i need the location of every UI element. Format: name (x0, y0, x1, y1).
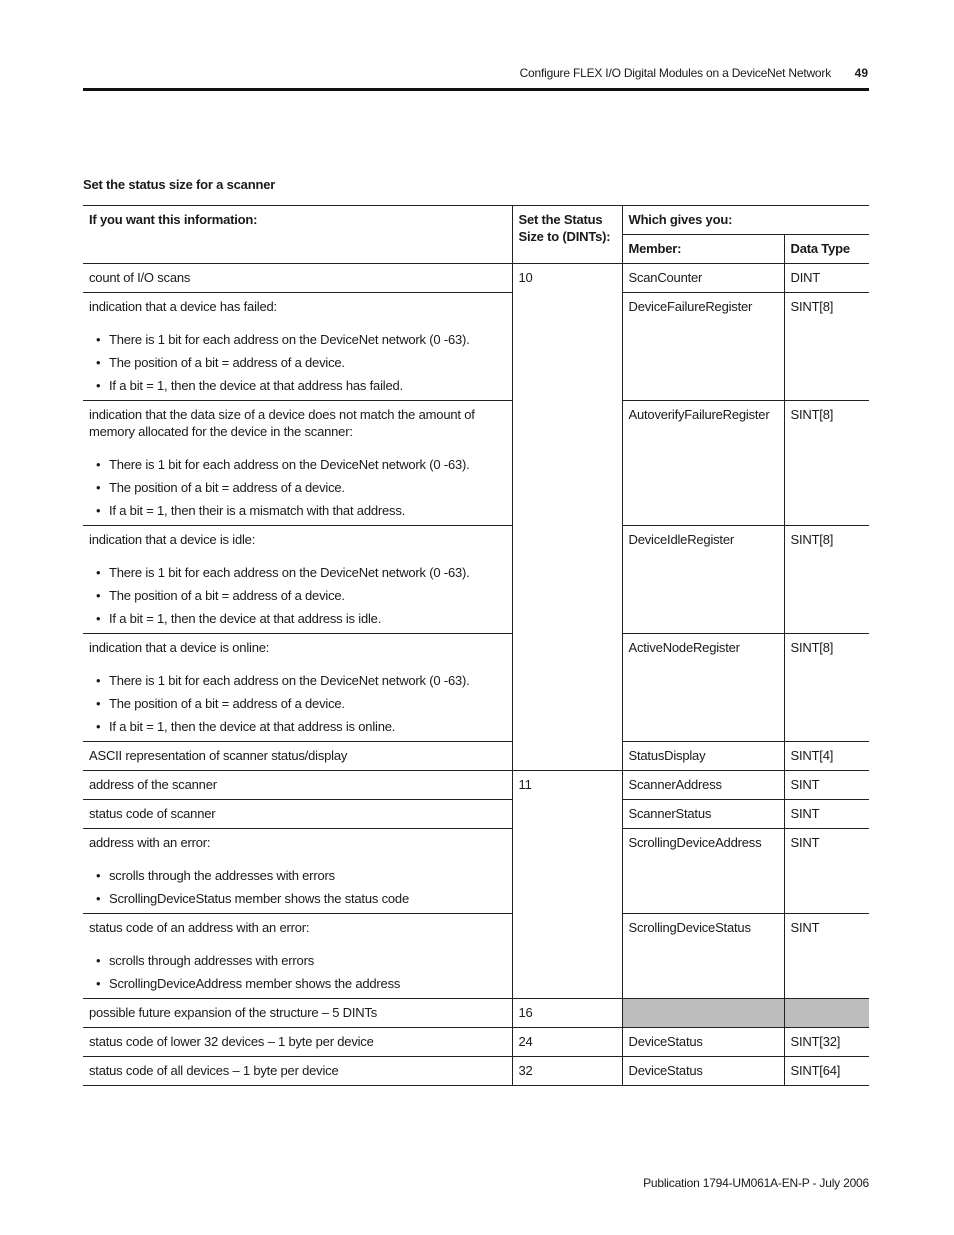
table-row (83, 526, 869, 634)
info-cell (83, 999, 512, 1028)
info-cell (83, 526, 512, 634)
info-cell (83, 1057, 512, 1086)
member-cell: DeviceIdleRegister (622, 526, 784, 634)
table-row (83, 1057, 869, 1086)
member-cell: DeviceFailureRegister (622, 293, 784, 401)
bullet-item: • ScrollingDeviceStatus member shows the status code (89, 890, 507, 907)
table-row (83, 1028, 869, 1057)
info-text: indication that a device is idle: (89, 532, 256, 547)
member-cell: ScannerAddress (622, 771, 784, 800)
member-cell: ScrollingDeviceAddress (622, 829, 784, 914)
info-text: ASCII representation of scanner status/display (89, 748, 348, 763)
info-text: status code of lower 32 devices – 1 byte per device (89, 1034, 374, 1049)
member-cell: StatusDisplay (622, 742, 784, 771)
header-size: Set the Status Size to (DINTs): (512, 206, 622, 264)
member-cell: ScanCounter (622, 264, 784, 293)
shaded-type-cell (784, 999, 869, 1028)
size-cell: 24 (512, 1028, 622, 1057)
info-cell (83, 771, 512, 800)
type-cell: SINT[32] (784, 1028, 869, 1057)
info-text: indication that a device is online: (89, 640, 270, 655)
member-cell: ScannerStatus (622, 800, 784, 829)
bullet-item: • The position of a bit = address of a device. (89, 354, 507, 371)
status-size-table (83, 205, 869, 1086)
type-cell: SINT[4] (784, 742, 869, 771)
type-cell: SINT (784, 829, 869, 914)
info-cell (83, 1028, 512, 1057)
type-cell: SINT[8] (784, 401, 869, 526)
bullet-item: • If a bit = 1, then the device at that address is idle. (89, 610, 507, 627)
table-row (83, 829, 869, 914)
size-cell: 11 (512, 771, 622, 999)
bullet-item: • scrolls through the addresses with errors (89, 867, 507, 884)
info-cell (83, 829, 512, 914)
info-text: address of the scanner (89, 777, 217, 792)
bullet-item: • There is 1 bit for each address on the DeviceNet network (0 -63). (89, 331, 507, 348)
info-text: address with an error: (89, 835, 211, 850)
member-cell: DeviceStatus (622, 1028, 784, 1057)
header-gives: Which gives you: (622, 206, 869, 235)
info-text: status code of all devices – 1 byte per device (89, 1063, 339, 1078)
bullet-list (89, 456, 507, 519)
type-cell: DINT (784, 264, 869, 293)
bullet-item: • The position of a bit = address of a device. (89, 479, 507, 496)
info-text: count of I/O scans (89, 270, 191, 285)
bullet-list (89, 672, 507, 735)
bullet-item: • If a bit = 1, then the device at that address is online. (89, 718, 507, 735)
size-cell: 10 (512, 264, 622, 771)
type-cell: SINT (784, 771, 869, 800)
bullet-item: • There is 1 bit for each address on the DeviceNet network (0 -63). (89, 564, 507, 581)
member-cell: ActiveNodeRegister (622, 634, 784, 742)
size-cell: 16 (512, 999, 622, 1028)
bullet-item: • The position of a bit = address of a device. (89, 587, 507, 604)
table-row (83, 264, 869, 293)
info-cell (83, 742, 512, 771)
bullet-list (89, 564, 507, 627)
table-row (83, 634, 869, 742)
header-data-type: Data Type (784, 235, 869, 264)
type-cell: SINT (784, 800, 869, 829)
info-text: status code of an address with an error: (89, 920, 310, 935)
table-row (83, 800, 869, 829)
section-title: Set the status size for a scanner (83, 177, 276, 192)
publication-footer: Publication 1794-UM061A-EN-P - July 2006 (643, 1176, 869, 1190)
info-text: status code of scanner (89, 806, 216, 821)
bullet-item: • scrolls through addresses with errors (89, 952, 507, 969)
bullet-item: • There is 1 bit for each address on the DeviceNet network (0 -63). (89, 456, 507, 473)
running-header-title: Configure FLEX I/O Digital Modules on a DeviceNet Network (519, 66, 831, 80)
table-row (83, 771, 869, 800)
info-cell (83, 264, 512, 293)
type-cell: SINT[64] (784, 1057, 869, 1086)
type-cell: SINT[8] (784, 634, 869, 742)
bullet-list (89, 952, 507, 992)
info-text: indication that a device has failed: (89, 299, 277, 314)
member-cell: DeviceStatus (622, 1057, 784, 1086)
type-cell: SINT[8] (784, 293, 869, 401)
member-cell: ScrollingDeviceStatus (622, 914, 784, 999)
size-cell: 32 (512, 1057, 622, 1086)
info-text: possible future expansion of the structure – 5 DINTs (89, 1005, 378, 1020)
table-row (83, 742, 869, 771)
info-cell (83, 914, 512, 999)
bullet-item: • ScrollingDeviceAddress member shows the address (89, 975, 507, 992)
bullet-list (89, 331, 507, 394)
info-cell (83, 293, 512, 401)
info-text: indication that the data size of a device does not match the amount of memory allocated for the device in the scanner: (89, 407, 475, 439)
member-cell: AutoverifyFailureRegister (622, 401, 784, 526)
bullet-item: • There is 1 bit for each address on the DeviceNet network (0 -63). (89, 672, 507, 689)
info-cell (83, 401, 512, 526)
bullet-item: • The position of a bit = address of a device. (89, 695, 507, 712)
shaded-member-cell (622, 999, 784, 1028)
bullet-item: • If a bit = 1, then their is a mismatch with that address. (89, 502, 507, 519)
table-header-row (83, 206, 869, 235)
type-cell: SINT[8] (784, 526, 869, 634)
page-number: 49 (854, 66, 868, 80)
table-row (83, 401, 869, 526)
header-rule (83, 88, 869, 91)
table-row (83, 293, 869, 401)
info-cell (83, 800, 512, 829)
table-row (83, 914, 869, 999)
header-member: Member: (622, 235, 784, 264)
header-info: If you want this information: (83, 206, 512, 264)
bullet-list (89, 867, 507, 907)
info-cell (83, 634, 512, 742)
bullet-item: • If a bit = 1, then the device at that address has failed. (89, 377, 507, 394)
table-row (83, 999, 869, 1028)
type-cell: SINT (784, 914, 869, 999)
